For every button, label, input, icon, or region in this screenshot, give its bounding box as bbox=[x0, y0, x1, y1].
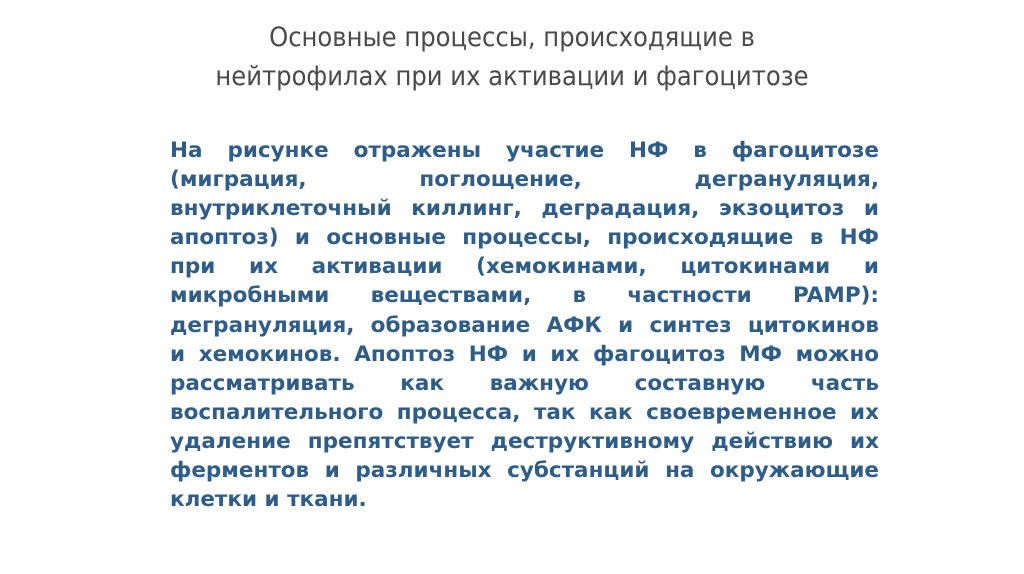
slide-body-text bbox=[170, 136, 879, 514]
slide-title-line-2: нейтрофилах при их активации и фагоцитозе bbox=[215, 61, 809, 92]
slide-title-line-1: Основные процессы, происходящие в bbox=[269, 22, 755, 53]
body-line: (миграция, поглощение, дегрануляция, bbox=[170, 167, 879, 193]
body-line: удаление препятствует деструктивному действию их bbox=[170, 428, 879, 454]
body-line: воспалительного процесса, так как своевременное их bbox=[170, 399, 879, 425]
body-line: при их активации (хемокинами, цитокинами и bbox=[170, 254, 879, 280]
body-line: клетки и ткани. bbox=[170, 487, 367, 513]
body-line: рассматривать как важную составную часть bbox=[170, 370, 879, 396]
body-line: апоптоз) и основные процессы, происходящие в НФ bbox=[170, 225, 879, 251]
body-line: На рисунке отражены участие НФ в фагоцитозе bbox=[170, 138, 879, 163]
body-line: ферментов и различных субстанций на окружающие bbox=[170, 458, 879, 484]
body-line: дегрануляция, образование АФК и синтез цитокинов bbox=[170, 312, 879, 338]
slide-title bbox=[100, 18, 924, 96]
body-line: внутриклеточный киллинг, деградация, экзоцитоз и bbox=[170, 196, 879, 222]
body-line: микробными веществами, в частности PAMP): bbox=[170, 283, 879, 309]
body-line: и хемокинов. Апоптоз НФ и их фагоцитоз МФ можно bbox=[170, 341, 879, 367]
